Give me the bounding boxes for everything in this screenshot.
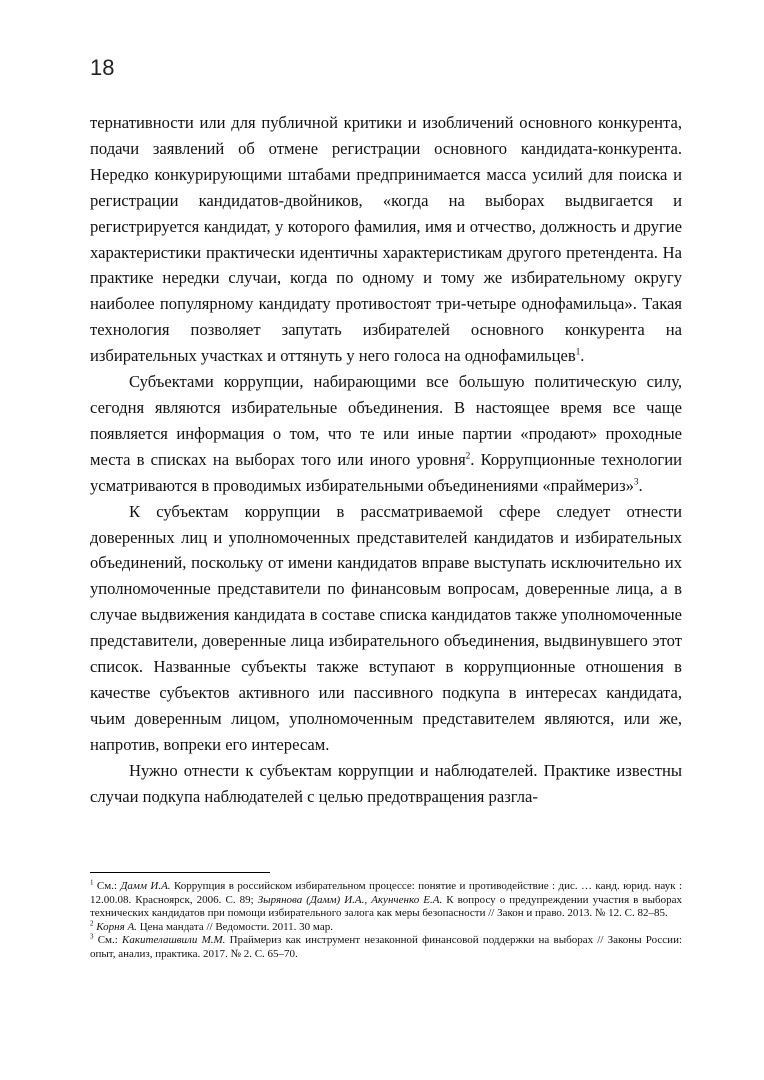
paragraph	[90, 758, 682, 810]
paragraph-text: тернативности или для публичной критики и изобличений основного конкурента, подачи заявлений об отмене регистрации основного кандидата-конкурента. Нередко конкурирующими штабами предпринимается масса усилий для поиска и регистрации кандидатов-двойников, «когда на выборах выдвигается и регистрируется кандидат, у которого фамилия, имя и отчество, должность и другие характеристики практически идентичны характеристикам другого претендента. На практике нередки случаи, когда по одному и тому же избирательному округу наиболее популярному кандидату противостоят три-четыре однофамильца». Такая технология позволяет запутать избирателей основного конкурента на избирательных участках и оттянуть у него голоса на однофамильцев	[90, 113, 682, 366]
footnote-number: 3	[90, 932, 94, 941]
footnote-divider	[90, 872, 270, 873]
paragraph	[90, 369, 682, 499]
footnote-author: Дамм И.А.	[120, 880, 171, 892]
footnote	[90, 921, 682, 935]
footnote	[90, 880, 682, 921]
footnote-number: 1	[90, 878, 94, 887]
paragraph-tail: . Коррупционные технологии усматриваются в проводимых избирательными объединениями «праймериз»	[90, 449, 682, 495]
footnote-ref: 1	[575, 346, 581, 357]
footnote-author: Корня А.	[96, 920, 137, 933]
footnote-ref: 2	[465, 450, 471, 461]
footnote-text: К вопросу о предупреждении участия в выборах технических кандидатов при помощи избирательного залога как меры безопасности // Закон и право. 2013. № 12. С. 82–85.	[90, 893, 682, 920]
footnote-text: Праймериз как инструмент незаконной финансовой поддержки на выборах // Законы России: опыт, анализ, практика. 2017. № 2. С. 65–70.	[90, 934, 683, 960]
footnote-ref: 3	[633, 476, 639, 487]
footnote-text: Коррупция в российском избирательном процессе: понятие и противодействие : дис. … канд. юрид. наук : 12.00.08. Красноярск, 2006. С. 89;	[90, 880, 683, 906]
footnote-prefix: См.:	[97, 934, 123, 947]
footnote	[90, 934, 682, 961]
paragraph-tail: .	[638, 475, 643, 495]
paragraph-text: Субъектами коррупции, набирающими все большую политическую силу, сегодня являются избирательные объединения. В настоящее время все чаще появляется информация о том, что те или иные партии «продают» проходные места в списках на выборах того или иного уровня	[90, 372, 682, 469]
paragraph-tail: .	[580, 346, 585, 366]
main-text	[90, 110, 682, 809]
paragraph	[90, 110, 682, 369]
footnote-text: Цена мандата // Ведомости. 2011. 30 мар.	[136, 920, 333, 933]
page-number: 18	[90, 55, 115, 80]
footnote-prefix: См.:	[96, 880, 121, 892]
paragraph	[90, 499, 682, 758]
footnote-author: Зырянова (Дамм) И.А., Акунченко Е.А.	[257, 893, 443, 906]
paragraph-text: Нужно отнести к субъектам коррупции и наблюдателей. Практике известны случаи подкупа наблюдателей с целью предотвращения разгла-	[90, 760, 682, 806]
paragraph-text: К субъектам коррупции в рассматриваемой сфере следует отнести доверенных лиц и уполномоченных представителей кандидатов и избирательных объединений, поскольку от имени кандидатов вправе выступать исключительно их уполномоченные представители по финансовым вопросам, доверенные лица, а в случае выдвижения кандидата в составе списка кандидатов также уполномоченные представители, доверенные лица избирательного объединения, выдвинувшего этот список. Названные субъекты также вступают в коррупционные отношения в качестве субъектов активного или пассивного подкупа в интересах кандидата, чьим доверенным лицом, уполномоченным представителем являются, или же, напротив, вопреки его интересам.	[90, 501, 682, 754]
footnote-number: 2	[90, 919, 94, 928]
footnote-author: Какителашвили М.М.	[122, 934, 226, 947]
footnotes	[90, 880, 682, 962]
